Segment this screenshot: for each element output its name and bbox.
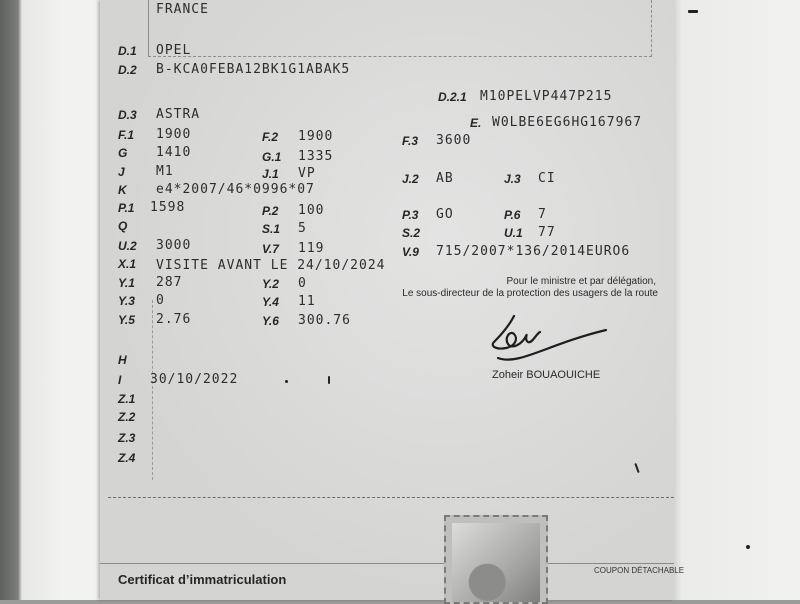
label-j3: J.3 xyxy=(504,172,521,186)
value-j2: AB xyxy=(436,171,454,186)
authority-line-1: Pour le ministre et par délégation, xyxy=(506,276,656,287)
label-d21: D.2.1 xyxy=(438,90,467,104)
label-v7: V.7 xyxy=(262,242,279,256)
label-p2: P.2 xyxy=(262,204,279,218)
label-y6: Y.6 xyxy=(262,314,279,328)
signature xyxy=(488,310,608,370)
label-q: Q xyxy=(118,219,128,233)
label-f2: F.2 xyxy=(262,130,279,144)
value-y6: 300.76 xyxy=(298,313,351,328)
label-z1: Z.1 xyxy=(118,392,136,406)
left-divider xyxy=(152,300,153,480)
stamp-image xyxy=(452,523,540,602)
cut-line xyxy=(108,497,674,498)
label-k: K xyxy=(118,183,127,197)
label-d1: D.1 xyxy=(118,44,137,58)
label-y1: Y.1 xyxy=(118,276,135,290)
value-u2: 3000 xyxy=(156,238,192,253)
value-v9: 715/2007*136/2014EURO6 xyxy=(436,244,631,259)
label-v9: V.9 xyxy=(402,245,419,259)
value-p3: GO xyxy=(436,207,454,222)
value-u1: 77 xyxy=(538,225,556,240)
value-g1: 1335 xyxy=(298,149,334,164)
value-p6: 7 xyxy=(538,207,547,222)
label-f3: F.3 xyxy=(402,134,419,148)
value-j: M1 xyxy=(156,164,174,179)
label-z3: Z.3 xyxy=(118,431,136,445)
label-u2: U.2 xyxy=(118,239,137,253)
value-y3: 0 xyxy=(156,293,165,308)
label-y3: Y.3 xyxy=(118,294,135,308)
label-g1: G.1 xyxy=(262,150,282,164)
value-d3: ASTRA xyxy=(156,107,201,122)
ink-mark xyxy=(328,376,330,384)
label-u1: U.1 xyxy=(504,226,523,240)
value-y4: 11 xyxy=(298,294,316,309)
value-p1: 1598 xyxy=(150,200,186,215)
label-z4: Z.4 xyxy=(118,451,136,465)
label-h: H xyxy=(118,353,127,367)
ink-mark xyxy=(746,545,750,549)
label-d3: D.3 xyxy=(118,108,137,122)
label-z2: Z.2 xyxy=(118,410,136,424)
label-s2: S.2 xyxy=(402,226,421,240)
ink-mark xyxy=(285,380,288,383)
label-j: J xyxy=(118,165,125,179)
label-e: E. xyxy=(470,116,482,130)
value-d21: M10PELVP447P215 xyxy=(480,89,613,104)
ink-mark xyxy=(688,10,698,13)
value-f3: 3600 xyxy=(436,133,472,148)
header-box xyxy=(148,0,652,57)
value-v7: 119 xyxy=(298,241,325,256)
label-j1: J.1 xyxy=(262,167,279,181)
value-g: 1410 xyxy=(156,145,192,160)
label-y5: Y.5 xyxy=(118,313,135,327)
value-y1: 287 xyxy=(156,275,183,290)
value-s1: 5 xyxy=(298,221,307,236)
label-y4: Y.4 xyxy=(262,295,279,309)
value-e: W0LBE6EG6HG167967 xyxy=(492,115,643,130)
value-j1: VP xyxy=(298,166,316,181)
value-k: e4*2007/46*0996*07 xyxy=(156,182,315,197)
value-x1: VISITE AVANT LE 24/10/2024 xyxy=(156,258,386,273)
label-i: I xyxy=(118,373,122,387)
authority-line-2: Le sous-directeur de la protection des usagers de la route xyxy=(402,288,658,299)
label-g: G xyxy=(118,146,128,160)
label-p6: P.6 xyxy=(504,208,521,222)
value-p2: 100 xyxy=(298,203,325,218)
adjacent-page xyxy=(672,0,800,600)
value-d2: B-KCA0FEBA12BK1G1ABAK5 xyxy=(156,62,351,77)
value-y5: 2.76 xyxy=(156,312,192,327)
country-text: FRANCE xyxy=(156,2,209,17)
label-p3: P.3 xyxy=(402,208,419,222)
value-d1: OPEL xyxy=(156,43,192,58)
value-f2: 1900 xyxy=(298,129,334,144)
signatory-name: Zoheir BOUAOUICHE xyxy=(492,369,601,381)
fiscal-stamp xyxy=(444,515,548,604)
label-f1: F.1 xyxy=(118,128,135,142)
label-y2: Y.2 xyxy=(262,277,279,291)
document-title: Certificat d’immatriculation xyxy=(118,572,287,587)
label-j2: J.2 xyxy=(402,172,419,186)
label-x1: X.1 xyxy=(118,257,137,271)
coupon-label: COUPON DÉTACHABLE xyxy=(594,566,685,575)
label-d2: D.2 xyxy=(118,63,137,77)
value-y2: 0 xyxy=(298,276,307,291)
footer-rule xyxy=(100,563,674,564)
label-s1: S.1 xyxy=(262,222,281,236)
value-f1: 1900 xyxy=(156,127,192,142)
value-j3: CI xyxy=(538,171,556,186)
label-p1: P.1 xyxy=(118,201,135,215)
value-i: 30/10/2022 xyxy=(150,372,239,387)
